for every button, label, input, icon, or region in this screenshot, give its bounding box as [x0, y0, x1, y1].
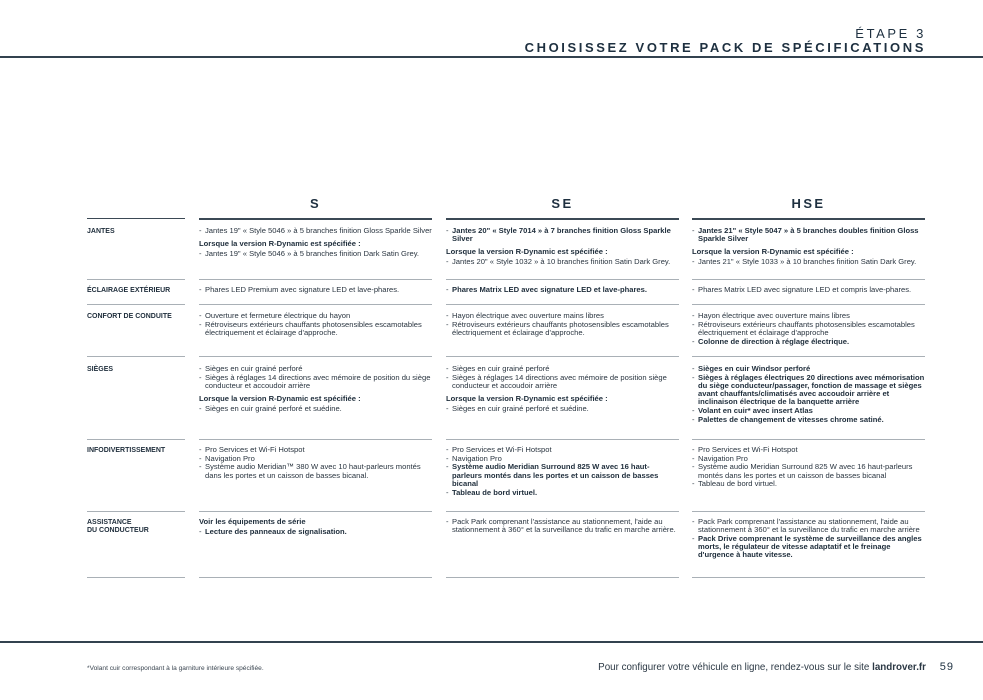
- column-header-s: S: [309, 196, 322, 211]
- bullet-dash: -: [446, 517, 449, 526]
- bullet-dash: -: [199, 372, 202, 382]
- cell-hse: [692, 227, 925, 267]
- row-separator: [692, 439, 925, 440]
- footer-divider: [0, 641, 983, 643]
- spec-item: [199, 374, 432, 390]
- cell-se: [446, 312, 679, 338]
- spec-item-text: Navigation Pro: [205, 453, 255, 463]
- bullet-dash: -: [446, 226, 449, 235]
- bullet-dash: -: [692, 453, 695, 463]
- row-separator: [87, 304, 185, 305]
- spec-item-text: Rétroviseurs extérieurs chauffants photosensibles escamotables électriquement et éclairage d'approche: [698, 319, 915, 337]
- cell-se: [446, 286, 679, 295]
- spec-item-text: Navigation Pro: [452, 453, 502, 463]
- spec-item: [199, 365, 432, 373]
- spec-item: [446, 405, 679, 413]
- step-label: ÉTAPE 3: [855, 26, 926, 41]
- cell-se: [446, 518, 679, 535]
- cell-s: [199, 227, 432, 259]
- row-separator: [199, 279, 432, 280]
- bullet-dash: -: [446, 445, 449, 454]
- spec-item-text: Pro Services et Wi-Fi Hotspot: [452, 445, 552, 454]
- spec-item-text: Système audio Meridian™ 380 W avec 10 haut-parleurs montés dans les portes et un caisson de basses bicanal.: [205, 462, 421, 480]
- spec-item-text: Palettes de changement de vitesses chrome satiné.: [698, 414, 884, 424]
- row-separator: [692, 279, 925, 280]
- spec-item-text: Jantes 21" « Style 1033 » à 10 branches finition Satin Dark Grey.: [698, 257, 917, 267]
- bullet-dash: -: [199, 364, 202, 373]
- spec-item: [692, 518, 925, 534]
- row-separator: [692, 511, 925, 512]
- spec-item: [692, 227, 925, 243]
- bullet-dash: -: [692, 364, 695, 373]
- spec-item: [199, 528, 432, 536]
- bullet-dash: -: [692, 336, 695, 346]
- row-label: INFODIVERTISSEMENT: [87, 447, 166, 454]
- row-separator: [87, 356, 185, 357]
- cell-s: [199, 518, 432, 536]
- spec-item: [692, 407, 925, 415]
- spec-item: [446, 463, 679, 488]
- bullet-dash: -: [446, 487, 449, 497]
- header-divider: [0, 56, 983, 58]
- spec-item: [446, 286, 679, 294]
- column-header-se: SE: [551, 196, 574, 211]
- bullet-dash: -: [692, 445, 695, 454]
- spec-item: [692, 365, 925, 373]
- spec-item: [199, 312, 432, 320]
- bullet-dash: -: [199, 285, 202, 294]
- spec-item: [446, 518, 679, 534]
- cell-s: [199, 365, 432, 414]
- page-number: 59: [939, 661, 954, 673]
- bullet-dash: -: [446, 311, 449, 320]
- bullet-dash: -: [692, 319, 695, 329]
- row-separator: [199, 511, 432, 512]
- bullet-dash: -: [199, 462, 202, 472]
- bullet-dash: -: [199, 453, 202, 463]
- spec-item: [446, 227, 679, 243]
- spec-item-text: Navigation Pro: [698, 453, 748, 463]
- bullet-dash: -: [446, 372, 449, 382]
- cell-hse: [692, 312, 925, 346]
- spec-item-text: Phares LED Premium avec signature LED et lave-phares.: [205, 285, 400, 294]
- row-separator: [446, 279, 679, 280]
- bullet-dash: -: [446, 319, 449, 329]
- spec-item: [199, 405, 432, 413]
- spec-item-text: Phares Matrix LED avec signature LED et lave-phares.: [452, 285, 647, 294]
- spec-item-text: Système audio Meridian Surround 825 W avec 16 haut-parleurs montés dans les portes et un caisson de basses bicanal: [698, 462, 913, 480]
- bullet-dash: -: [692, 311, 695, 320]
- row-label: SIÈGES: [87, 366, 114, 373]
- row-separator: [87, 577, 185, 578]
- cell-hse: [692, 518, 925, 560]
- row-separator: [446, 511, 679, 512]
- spec-item: [199, 321, 432, 337]
- bullet-dash: -: [692, 533, 695, 543]
- spec-item-text: Colonne de direction à réglage électrique.: [698, 336, 850, 346]
- bullet-dash: -: [446, 285, 449, 294]
- cell-s: [199, 312, 432, 338]
- row-separator: [446, 439, 679, 440]
- spec-item: [199, 227, 432, 235]
- spec-item: [446, 258, 679, 266]
- cell-se: [446, 365, 679, 414]
- column-header-hse: HSE: [791, 196, 826, 211]
- spec-item: [692, 535, 925, 560]
- bullet-dash: -: [199, 445, 202, 454]
- spec-item-text: Pack Park comprenant l'assistance au stationnement, l'aide au stationnement à 360° et la surveillance du trafic en marche arrière.: [452, 517, 676, 535]
- cell-subheading: Lorsque la version R-Dynamic est spécifiée :: [446, 247, 608, 257]
- cell-s: [199, 286, 432, 295]
- spec-item-text: Sièges en cuir Windsor perforé: [698, 364, 811, 373]
- bullet-dash: -: [692, 517, 695, 526]
- cell-subheading: Lorsque la version R-Dynamic est spécifiée :: [692, 247, 854, 257]
- spec-item-text: Sièges en cuir grainé perforé et suédine.: [205, 403, 342, 413]
- cell-s: [199, 446, 432, 480]
- row-separator: [199, 356, 432, 357]
- spec-item-text: Sièges en cuir grainé perforé: [205, 364, 303, 373]
- bullet-dash: -: [692, 226, 695, 235]
- spec-item-text: Jantes 20" « Style 7014 » à 7 branches finition Gloss Sparkle Silver: [452, 226, 671, 244]
- spec-item-text: Sièges à réglages électriques 20 directions avec mémorisation du siège conducteur/passager, fonction de massage et sièges avant chauffants/climatisés avec accoudoir arrière et inclinaison électrique de la banquette arrière: [698, 372, 925, 407]
- spec-item: [446, 374, 679, 390]
- row-separator: [87, 439, 185, 440]
- footer-site-link[interactable]: landrover.fr: [872, 662, 926, 673]
- bullet-dash: -: [692, 285, 695, 294]
- spec-item: [446, 489, 679, 497]
- spec-item: [692, 480, 925, 488]
- spec-item: [199, 250, 432, 258]
- row-separator: [199, 577, 432, 578]
- spec-item-text: Volant en cuir* avec insert Atlas: [698, 406, 813, 416]
- bullet-dash: -: [692, 257, 695, 267]
- row-separator: [446, 304, 679, 305]
- spec-item: [199, 463, 432, 479]
- spec-item: [692, 446, 925, 454]
- row-label: ASSISTANCE DU CONDUCTEUR: [87, 519, 149, 534]
- bullet-dash: -: [199, 311, 202, 320]
- footnote: *Volant cuir correspondant à la garniture intérieure spécifiée.: [87, 665, 264, 672]
- cell-subheading: Lorsque la version R-Dynamic est spécifiée :: [199, 239, 361, 249]
- column-rule-s: [199, 218, 432, 220]
- spec-item-text: Sièges à réglages 14 directions avec mémoire de position du siège conducteur et accoudoir arrière: [205, 372, 431, 390]
- spec-item-text: Sièges à réglages 14 directions avec mémoire de position siège conducteur et accoudoir arrière: [452, 372, 667, 390]
- footer-cta: [598, 662, 926, 673]
- spec-item: [692, 258, 925, 266]
- spec-item-text: Hayon électrique avec ouverture mains libres: [698, 311, 850, 320]
- spec-item: [446, 321, 679, 337]
- bullet-dash: -: [692, 414, 695, 424]
- spec-item-text: Rétroviseurs extérieurs chauffants photosensibles escamotables électriquement et éclairage d'approche.: [205, 319, 422, 337]
- spec-item: [446, 312, 679, 320]
- spec-item: [199, 446, 432, 454]
- bullet-dash: -: [446, 453, 449, 463]
- bullet-dash: -: [446, 364, 449, 373]
- row-separator: [199, 439, 432, 440]
- cell-hse: [692, 446, 925, 489]
- bullet-dash: -: [692, 479, 695, 489]
- spec-item-text: Phares Matrix LED avec signature LED et compris lave-phares.: [698, 285, 912, 294]
- bullet-dash: -: [692, 462, 695, 472]
- row-separator: [446, 577, 679, 578]
- column-rule-se: [446, 218, 679, 220]
- bullet-dash: -: [199, 403, 202, 413]
- cell-se: [446, 446, 679, 497]
- bullet-dash: -: [199, 319, 202, 329]
- row-separator: [446, 356, 679, 357]
- spec-item-text: Système audio Meridian Surround 825 W avec 16 haut-parleurs montés dans les portes et un caisson de basses bicanal: [452, 462, 659, 488]
- spec-item: [692, 321, 925, 337]
- label-column-rule: [87, 218, 185, 219]
- spec-item-text: Pro Services et Wi-Fi Hotspot: [698, 445, 798, 454]
- cell-hse: [692, 286, 925, 295]
- row-separator: [87, 511, 185, 512]
- row-label: CONFORT DE CONDUITE: [87, 313, 172, 320]
- spec-item: [692, 286, 925, 294]
- spec-item: [692, 312, 925, 320]
- bullet-dash: -: [199, 526, 202, 536]
- spec-item: [692, 374, 925, 407]
- footer-cta-text: Pour configurer votre véhicule en ligne, rendez-vous sur le site: [598, 662, 870, 673]
- bullet-dash: -: [446, 403, 449, 413]
- row-separator: [199, 304, 432, 305]
- spec-item-text: Jantes 21" « Style 5047 » à 5 branches doubles finition Gloss Sparkle Silver: [698, 226, 919, 244]
- row-label: ÉCLAIRAGE EXTÉRIEUR: [87, 287, 171, 294]
- page-title: CHOISISSEZ VOTRE PACK DE SPÉCIFICATIONS: [524, 40, 926, 55]
- spec-item: [692, 463, 925, 479]
- cell-subheading: Lorsque la version R-Dynamic est spécifiée :: [199, 394, 361, 404]
- spec-item-text: Jantes 19" « Style 5046 » à 5 branches finition Dark Satin Grey.: [205, 248, 420, 258]
- spec-item-text: Rétroviseurs extérieurs chauffants photosensibles escamotables électriquement et éclairage d'approche.: [452, 319, 669, 337]
- spec-item-text: Pro Services et Wi-Fi Hotspot: [205, 445, 305, 454]
- cell-subheading: Lorsque la version R-Dynamic est spécifiée :: [446, 394, 608, 404]
- bullet-dash: -: [199, 248, 202, 258]
- row-separator: [692, 356, 925, 357]
- spec-item-text: Tableau de bord virtuel.: [698, 479, 777, 489]
- bullet-dash: -: [446, 257, 449, 267]
- spec-item-text: Sièges en cuir grainé perforé et suédine.: [452, 403, 589, 413]
- row-separator: [692, 304, 925, 305]
- spec-item: [446, 365, 679, 373]
- spec-item-text: Pack Park comprenant l'assistance au stationnement, l'aide au stationnement à 360° et la surveillance du trafic en marche arrière: [698, 517, 920, 535]
- cell-se: [446, 227, 679, 267]
- row-label: JANTES: [87, 228, 115, 235]
- row-separator: [692, 577, 925, 578]
- spec-item-text: Jantes 19" « Style 5046 » à 5 branches finition Gloss Sparkle Silver: [205, 226, 432, 235]
- bullet-dash: -: [692, 406, 695, 416]
- spec-item-text: Ouverture et fermeture électrique du hayon: [205, 311, 351, 320]
- spec-item-text: Jantes 20" « Style 1032 » à 10 branches finition Satin Dark Grey.: [452, 257, 671, 267]
- spec-item-text: Tableau de bord virtuel.: [452, 487, 538, 497]
- spec-item-text: Pack Drive comprenant le système de surveillance des angles morts, le régulateur de vitesse adaptatif et le freinage d'urgence à haute vitesse.: [698, 533, 922, 560]
- cell-subheading: Voir les équipements de série: [199, 517, 306, 526]
- spec-item: [692, 338, 925, 346]
- spec-item-text: Hayon électrique avec ouverture mains libres: [452, 311, 604, 320]
- cell-hse: [692, 365, 925, 424]
- bullet-dash: -: [446, 462, 449, 472]
- spec-item-text: Lecture des panneaux de signalisation.: [205, 526, 347, 536]
- spec-item-text: Sièges en cuir grainé perforé: [452, 364, 550, 373]
- spec-item: [446, 446, 679, 454]
- spec-item: [692, 416, 925, 424]
- bullet-dash: -: [199, 226, 202, 235]
- column-rule-hse: [692, 218, 925, 220]
- spec-item: [199, 286, 432, 294]
- row-separator: [87, 279, 185, 280]
- bullet-dash: -: [692, 372, 695, 382]
